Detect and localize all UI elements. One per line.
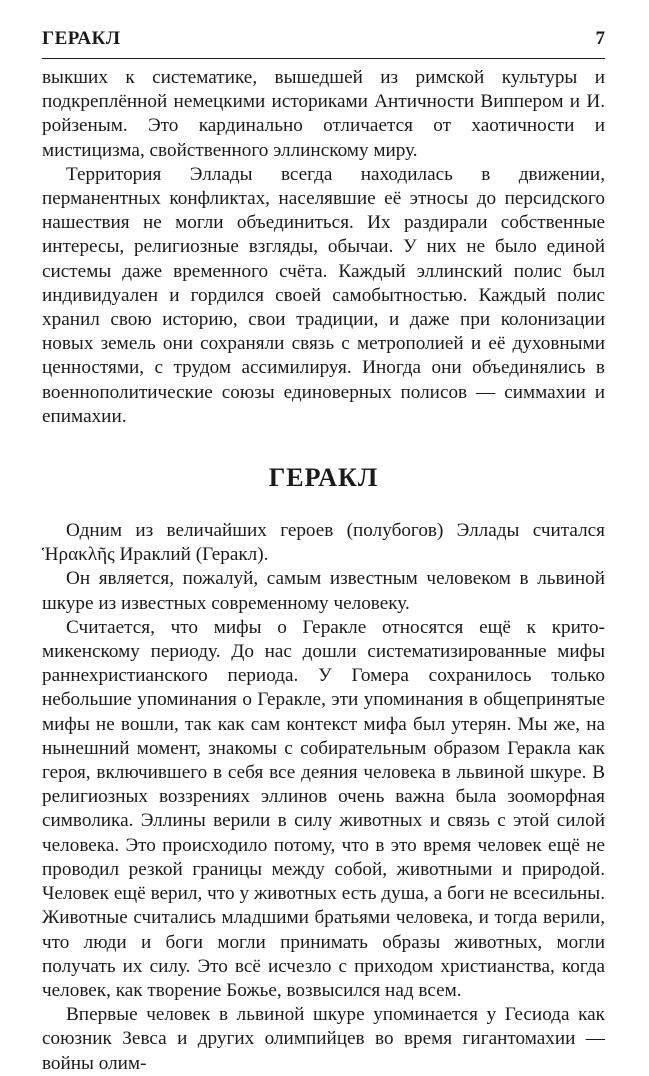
paragraph: Впервые человек в львиной шкуре упоминается у Гесиода как союзник Зевса и других олимпийцев во время гигантомахии — войны олим-: [42, 1004, 605, 1074]
body-text: [42, 66, 605, 1076]
paragraph: Он является, пожалуй, самым известным человеком в львиной шкуре из известных современному человеку.: [42, 568, 605, 614]
section-title: ГЕРАКЛ: [268, 463, 379, 493]
running-head-title: ГЕРАКЛ: [42, 28, 121, 49]
page-number: 7: [595, 28, 605, 49]
paragraph: Территория Эллады всегда находилась в движении, перманентных конфликтах, населявшие её этносы до персидского нашествия не могли объединиться. Их раздирали собственные интересы, религиозные взгляды, обычаи. У них не было единой системы даже временного счёта. Каждый эллинский полис был индивидуален и гордился своей самобытностью. Каждый полис хранил свою историю, свои традиции, и даже при колонизации новых земель они сохраняли связь с метрополией и её духовными ценностями, с трудом ассимилируя. Иногда они объединялись в военнополитические союзы единоверных полисов — симмахии и епимахии.: [42, 163, 605, 427]
running-head: [42, 28, 605, 59]
paragraph: Одним из величайших героев (полубогов) Эллады считался Ἡρακλῆς Ираклий (Геракл).: [42, 520, 605, 566]
paragraph: Считается, что мифы о Геракле относятся ещё к крито-микенскому периоду. До нас дошли систематизированные мифы раннехристианского периода. У Гомера сохранилось только небольшие упоминания о Геракле, эти упоминания в общепринятые мифы не вошли, так как сам контекст мифа был утерян. Мы же, на нынешний момент, знакомы с собирательным образом Геракла как героя, включившего в себя все деяния человека в львиной шкуре. В религиозных воззрениях эллинов очень важна была зооморфная символика. Эллины верили в силу животных и связь с этой силой человека. Это происходило потому, что в это время человек ещё не проводил резкой границы между собой, животными и природой. Человек ещё верил, что у животных есть душа, а боги не всесильны. Животные считались младшими братьями человека, и тогда верили, что люди и боги могли принимать образы животных, могли получать их силу. Это всё исчезло с приходом христианства, когда человек, как творение Божье, возвысился над всем.: [42, 616, 605, 1001]
paragraph-continued: выкших к систематике, вышедшей из римской культуры и подкреплённой немецкими историками Античности Виппером и И. ройзеным. Это кардинально отличается от хаотичности и мистицизма, свойственного эллинскому миру.: [42, 67, 605, 161]
